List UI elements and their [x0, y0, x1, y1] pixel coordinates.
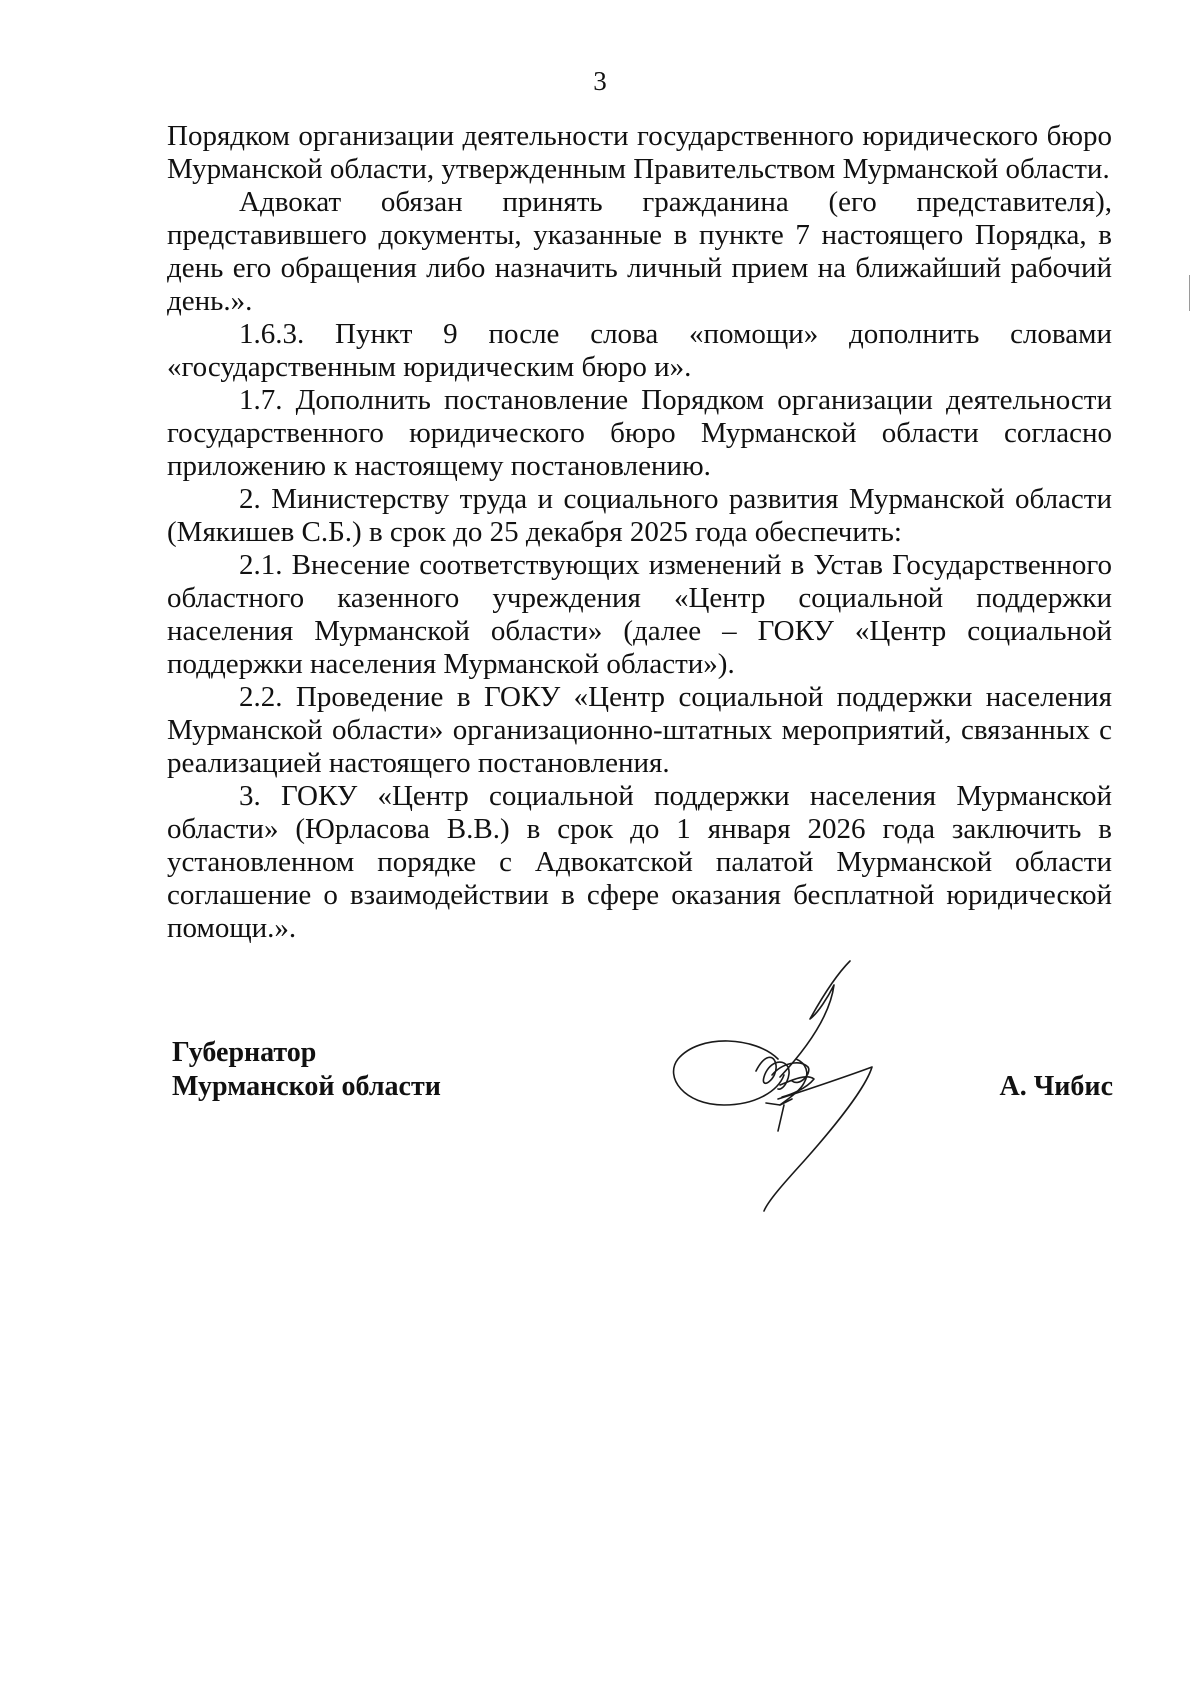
paragraph: Адвокат обязан принять гражданина (его представителя), представившего документы, указанные в пункте 7 настоящего Порядка, в день его обращения либо назначить личный прием на ближайший рабочий день.». — [167, 186, 1112, 317]
handwritten-signature-icon — [660, 955, 920, 1215]
signatory-name: А. Чибис — [999, 1071, 1113, 1102]
paragraph: 2.1. Внесение соответствующих изменений в Устав Государственного областного казенного учреждения «Центр социальной поддержки населения Мурманской области» (далее – ГОКУ «Центр социальной поддержки населения Мурманской области»). — [167, 549, 1112, 680]
paragraph: 3. ГОКУ «Центр социальной поддержки населения Мурманской области» (Юрласова В.В.) в срок до 1 января 2026 года заключить в установленном порядке с Адвокатской палатой Мурманской области соглашение о взаимодействии в сфере оказания бесплатной юридической помощи.». — [167, 780, 1112, 944]
scan-edge-mark — [1189, 275, 1190, 311]
paragraph: 2. Министерству труда и социального развития Мурманской области (Мякишев С.Б.) в срок до 25 декабря 2025 года обеспечить: — [167, 483, 1112, 548]
document-body — [167, 120, 1112, 945]
signatory-title — [172, 1036, 441, 1104]
paragraph: 2.2. Проведение в ГОКУ «Центр социальной поддержки населения Мурманской области» организационно-штатных мероприятий, связанных с реализацией настоящего постановления. — [167, 681, 1112, 779]
page-number: 3 — [593, 66, 607, 96]
signatory-title-line: Губернатор — [172, 1037, 317, 1068]
paragraph: 1.7. Дополнить постановление Порядком организации деятельности государственного юридического бюро Мурманской области согласно приложению к настоящему постановлению. — [167, 384, 1112, 482]
paragraph: Порядком организации деятельности государственного юридического бюро Мурманской области, утвержденным Правительством Мурманской области. — [167, 120, 1112, 185]
paragraph: 1.6.3. Пункт 9 после слова «помощи» дополнить словами «государственным юридическим бюро и». — [167, 318, 1112, 383]
signatory-title-line: Мурманской области — [172, 1071, 441, 1102]
